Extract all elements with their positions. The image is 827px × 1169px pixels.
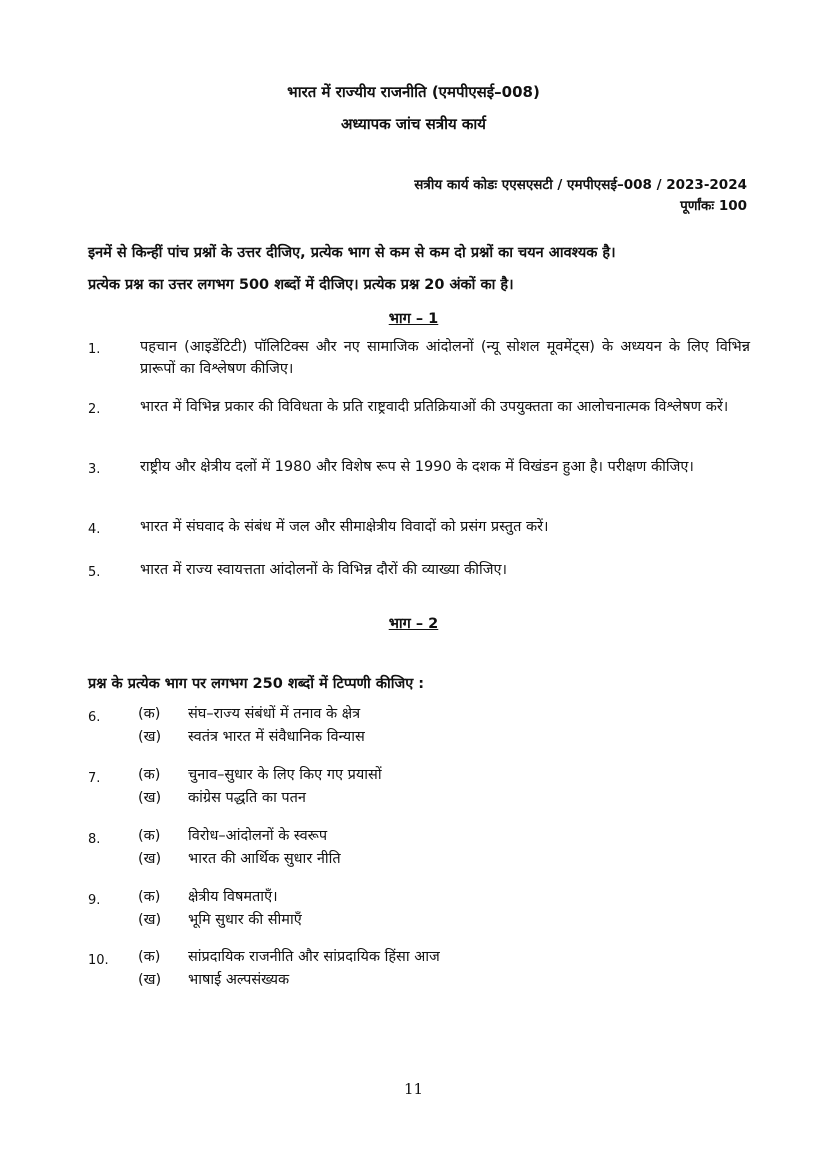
- instruction-line-2: प्रत्येक प्रश्न का उत्तर लगभग 500 शब्दों में दीजिए। प्रत्येक प्रश्न 20 अंकों का है।: [88, 277, 514, 293]
- question-number: 6.: [88, 710, 101, 725]
- sub-question-a: विरोध–आंदोलनों के स्वरूप: [188, 828, 328, 844]
- max-marks: पूर्णांकः 100: [680, 198, 747, 214]
- sub-label-b: (ख): [138, 851, 162, 867]
- question-number: 9.: [88, 893, 101, 908]
- question-3: [88, 456, 750, 478]
- question-1: [88, 336, 750, 380]
- question-number: 1.: [88, 342, 101, 357]
- question-text: राष्ट्रीय और क्षेत्रीय दलों में 1980 और विशेष रूप से 1990 के दशक में विखंडन हुआ है। परीक्षण कीजिए।: [140, 459, 694, 475]
- question-number: 4.: [88, 522, 101, 537]
- sub-question-a: क्षेत्रीय विषमताएँ।: [188, 889, 278, 905]
- question-10: [88, 946, 688, 992]
- sub-question-a: संघ–राज्य संबंधों में तनाव के क्षेत्र: [188, 706, 361, 722]
- instruction-line-1: इनमें से किन्हीं पांच प्रश्नों के उत्तर दीजिए, प्रत्येक भाग से कम से कम दो प्रश्नों का चयन आवश्यक है।: [88, 245, 616, 261]
- question-5: [88, 559, 750, 581]
- sub-label-b: (ख): [138, 972, 162, 988]
- sub-label-a: (क): [138, 949, 161, 965]
- course-title: भारत में राज्यीय राजनीति (एमपीएसई–008): [287, 83, 540, 101]
- question-number: 10.: [88, 953, 109, 968]
- sub-question-b: स्वतंत्र भारत में संवैधानिक विन्यास: [188, 729, 365, 745]
- question-4: [88, 516, 750, 538]
- question-text: भारत में विभिन्न प्रकार की विविधता के प्रति राष्ट्रवादी प्रतिक्रियाओं की उपयुक्तता का आलोचनात्मक विश्लेषण करें।: [140, 399, 729, 415]
- sub-label-b: (ख): [138, 729, 162, 745]
- question-number: 8.: [88, 832, 101, 847]
- sub-question-b: भारत की आर्थिक सुधार नीति: [188, 851, 341, 867]
- question-6: [88, 703, 688, 749]
- question-text: भारत में राज्य स्वायत्तता आंदोलनों के विभिन्न दौरों की व्याख्या कीजिए।: [140, 562, 508, 578]
- sub-question-b: कांग्रेस पद्धति का पतन: [188, 790, 306, 806]
- question-number: 3.: [88, 462, 101, 477]
- sub-label-a: (क): [138, 706, 161, 722]
- sub-label-a: (क): [138, 767, 161, 783]
- assignment-subtitle: अध्यापक जांच सत्रीय कार्य: [340, 115, 487, 133]
- assignment-code: सत्रीय कार्य कोडः एएसएसटी / एमपीएसई–008 / 2023-2024: [414, 177, 747, 193]
- sub-label-b: (ख): [138, 912, 162, 928]
- question-text: भारत में संघवाद के संबंध में जल और सीमाक्षेत्रीय विवादों को प्रसंग प्रस्तुत करें।: [140, 519, 549, 535]
- sub-question-b: भूमि सुधार की सीमाएँ: [188, 912, 302, 928]
- question-7: [88, 764, 688, 810]
- part-2-heading: भाग – 2: [388, 616, 439, 632]
- part-2-note: प्रश्न के प्रत्येक भाग पर लगभग 250 शब्दों में टिप्पणी कीजिए :: [88, 676, 425, 692]
- page-number: 11: [403, 1080, 424, 1098]
- sub-label-a: (क): [138, 828, 161, 844]
- sub-question-a: सांप्रदायिक राजनीति और सांप्रदायिक हिंसा आज: [188, 949, 440, 965]
- question-8: [88, 825, 688, 871]
- question-9: [88, 886, 688, 932]
- question-number: 7.: [88, 771, 101, 786]
- question-number: 2.: [88, 402, 101, 417]
- sub-question-b: भाषाई अल्पसंख्यक: [188, 972, 290, 988]
- question-number: 5.: [88, 565, 101, 580]
- sub-label-a: (क): [138, 889, 161, 905]
- question-text: पहचान (आइडेंटिटी) पॉलिटिक्स और नए सामाजिक आंदोलनों (न्यू सोशल मूवमेंट्स) के अध्ययन के लिए विभिन्न प्रारूपों का विश्लेषण कीजिए।: [140, 339, 750, 377]
- part-1-heading: भाग – 1: [388, 311, 439, 327]
- question-2: [88, 396, 750, 418]
- sub-label-b: (ख): [138, 790, 162, 806]
- sub-question-a: चुनाव–सुधार के लिए किए गए प्रयासों: [188, 767, 382, 783]
